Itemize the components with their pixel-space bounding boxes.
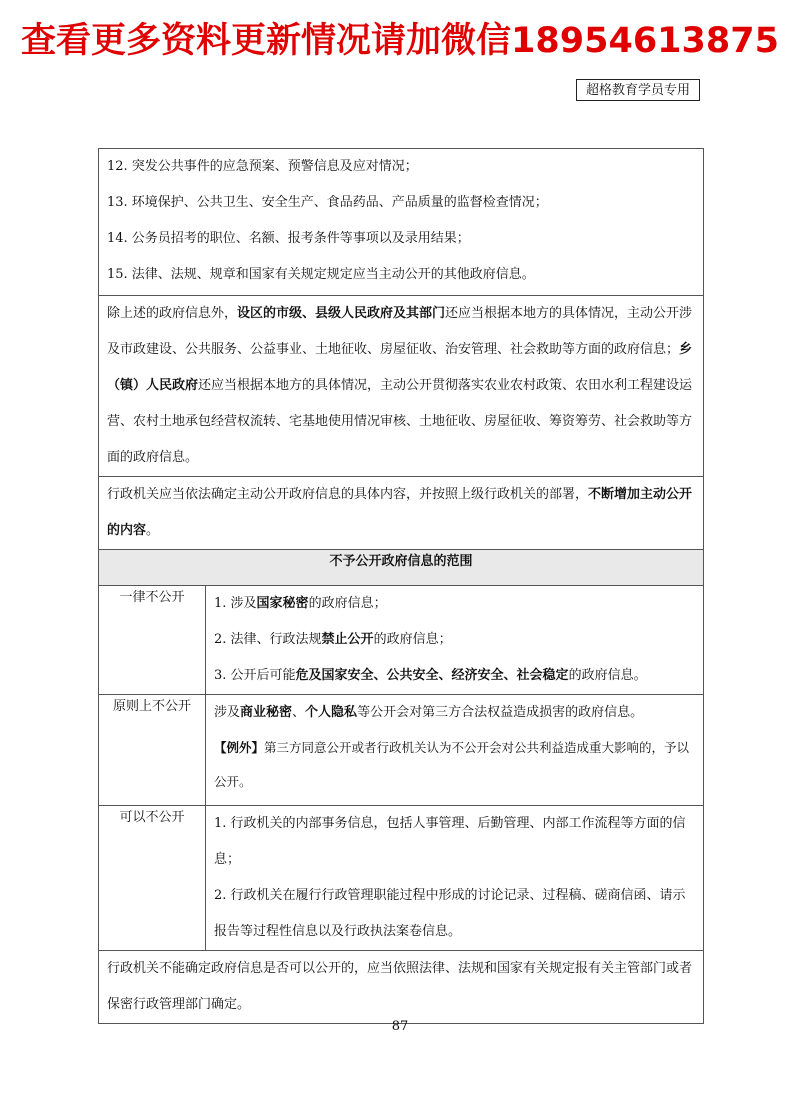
text: 3. 公开后可能 <box>214 668 296 683</box>
paragraph <box>107 477 695 549</box>
list-item: 15. 法律、法规、规章和国家有关规定规定应当主动公开的其他政府信息。 <box>107 267 535 282</box>
section-header: 不予公开政府信息的范围 <box>99 550 704 586</box>
table-row <box>99 586 704 695</box>
text: 行政机关应当依法确定主动公开政府信息的具体内容，并按照上级行政机关的部署， <box>107 487 589 502</box>
bold-text: 不断增加主动公开的内容 <box>107 487 693 538</box>
content-cell <box>206 586 704 695</box>
list-item: 2. 行政机关在履行行政管理职能过程中形成的讨论记录、过程稿、磋商信函、请示报告等过程性信息以及行政执法案卷信息。 <box>214 888 686 939</box>
list-item <box>214 586 695 622</box>
list-cell <box>99 149 704 296</box>
list-item: 1. 行政机关的内部事务信息，包括人事管理、后勤管理、内部工作流程等方面的信息； <box>214 816 686 867</box>
text: 2. 法律、行政法规 <box>214 632 322 647</box>
table-row <box>99 951 704 1024</box>
paragraph-cell <box>99 477 704 550</box>
table-row <box>99 695 704 806</box>
content-cell <box>206 695 704 806</box>
paragraph-cell <box>99 296 704 477</box>
bold-text: 禁止公开 <box>321 632 374 647</box>
page-number: 87 <box>391 1019 409 1034</box>
paragraph <box>107 296 695 476</box>
list-item: 13. 环境保护、公共卫生、安全生产、食品药品、产品质量的监督检查情况； <box>107 195 548 210</box>
text: 、 <box>292 705 306 720</box>
bold-text: 商业秘密 <box>240 705 293 720</box>
content-cell <box>206 806 704 951</box>
text: 除上述的政府信息外， <box>107 306 238 321</box>
row-label: 可以不公开 <box>99 806 206 951</box>
paragraph: 行政机关不能确定政府信息是否可以公开的，应当依照法律、法规和国家有关规定报有关主管部门或者保密行政管理部门确定。 <box>107 961 693 1012</box>
watermark-banner: 查看更多资料更新情况请加微信18954613875 <box>21 21 779 61</box>
header-tag: 超格教育学员专用 <box>576 79 700 101</box>
bold-text: 【例外】 <box>214 740 265 755</box>
bold-text: 设区的市级、县级人民政府及其部门 <box>237 306 446 321</box>
row-label: 一律不公开 <box>99 586 206 695</box>
bold-text: 乡（镇）人民政府 <box>107 342 693 393</box>
text: 的政府信息； <box>308 596 387 611</box>
text: 。 <box>146 523 160 538</box>
bold-text: 个人隐私 <box>305 705 358 720</box>
text: 还应当根据本地方的具体情况，主动公开涉及市政建设、公共服务、公益事业、土地征收、房屋征收、治安管理、社会救助等方面的政府信息； <box>107 306 693 357</box>
table-row <box>99 477 704 550</box>
text: 第三方同意公开或者行政机关认为不公开会对公共利益造成重大影响的，予以公开。 <box>214 740 690 789</box>
list-item <box>214 622 695 658</box>
table-row <box>99 806 704 951</box>
list-item: 12. 突发公共事件的应急预案、预警信息及应对情况； <box>107 159 418 174</box>
list-item <box>214 695 695 731</box>
text: 涉及 <box>214 705 241 720</box>
bold-text: 危及国家安全、公共安全、经济安全、社会稳定 <box>295 668 569 683</box>
text: 等公开会对第三方合法权益造成损害的政府信息。 <box>357 705 644 720</box>
paragraph-cell <box>99 951 704 1024</box>
content-table <box>98 148 704 1024</box>
table-row <box>99 296 704 477</box>
text: 的政府信息。 <box>568 668 647 683</box>
list-item <box>214 658 695 694</box>
table-row <box>99 550 704 586</box>
text: 的政府信息； <box>373 632 452 647</box>
table-row <box>99 149 704 296</box>
text: 1. 涉及 <box>214 596 257 611</box>
text: 还应当根据本地方的具体情况，主动公开贯彻落实农业农村政策、农田水利工程建设运营、农村土地承包经营权流转、宅基地使用情况审核、土地征收、房屋征收、筹资筹劳、社会救助等方面的政府信息。 <box>107 378 693 465</box>
bold-text: 国家秘密 <box>256 596 309 611</box>
row-label: 原则上不公开 <box>99 695 206 806</box>
exception-note <box>214 731 695 799</box>
list-item: 14. 公务员招考的职位、名额、报考条件等事项以及录用结果； <box>107 231 470 246</box>
